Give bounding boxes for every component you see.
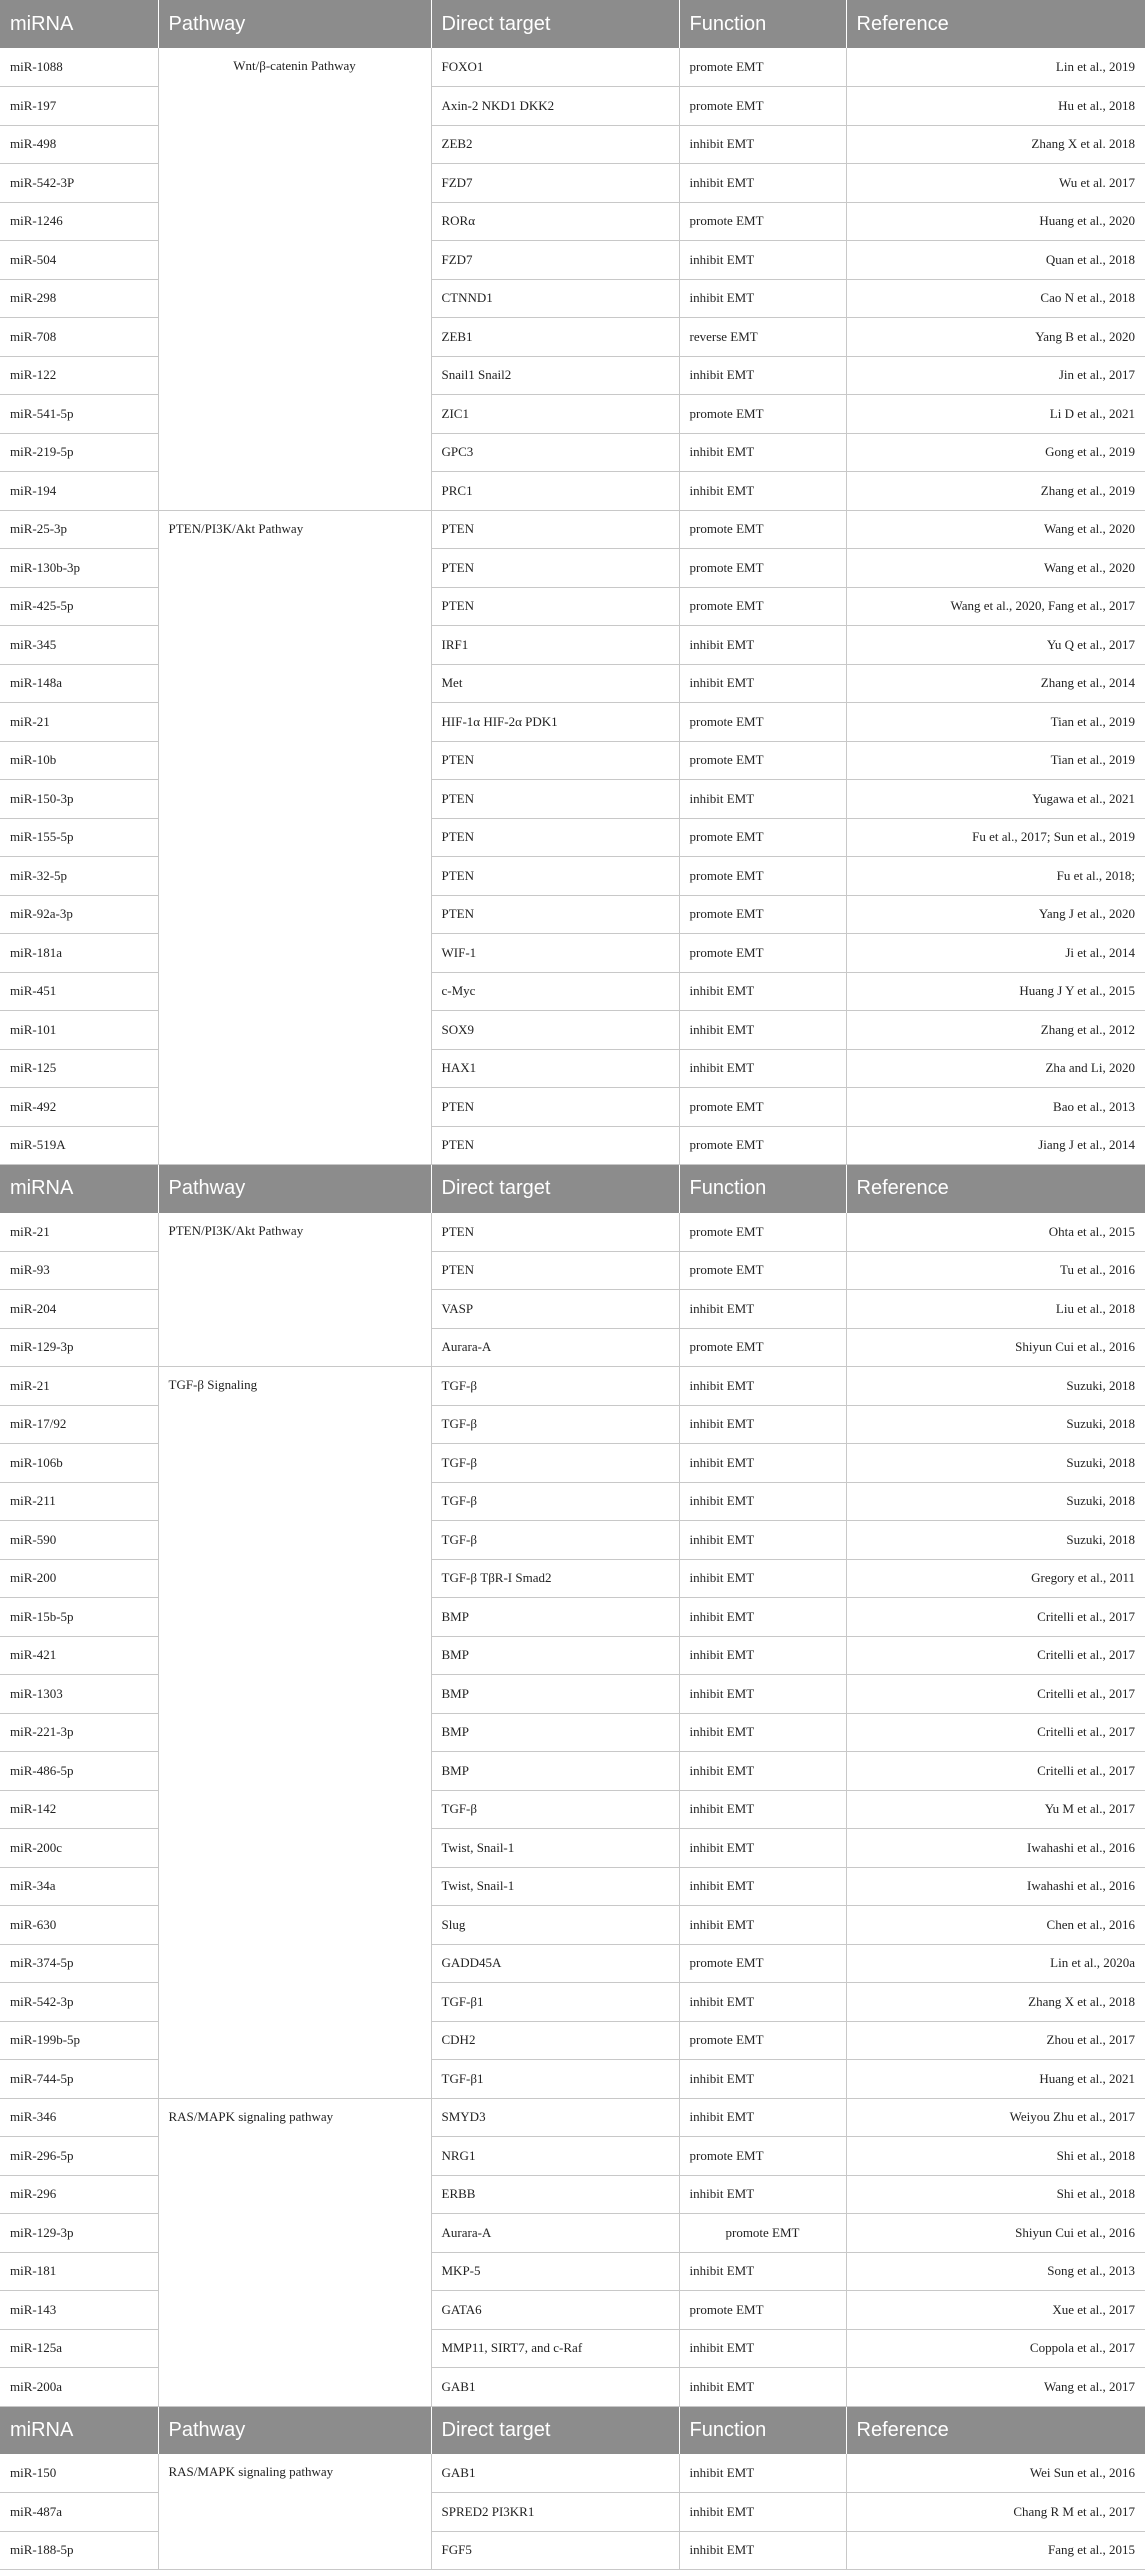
mirna-cell: miR-346 xyxy=(0,2098,158,2137)
reference-cell: Suzuki, 2018 xyxy=(846,1482,1145,1521)
function-cell: inhibit EMT xyxy=(679,1011,846,1050)
reference-cell: Wei Sun et al., 2016 xyxy=(846,2454,1145,2493)
function-cell: inhibit EMT xyxy=(679,664,846,703)
mirna-cell: miR-590 xyxy=(0,1521,158,1560)
target-cell: GPC3 xyxy=(431,433,679,472)
reference-cell: Suzuki, 2018 xyxy=(846,1444,1145,1483)
function-cell: inhibit EMT xyxy=(679,1867,846,1906)
target-cell: TGF-β xyxy=(431,1405,679,1444)
column-header: Pathway xyxy=(158,2406,431,2454)
column-header: miRNA xyxy=(0,0,158,48)
function-cell: inhibit EMT xyxy=(679,241,846,280)
function-cell: inhibit EMT xyxy=(679,2454,846,2493)
pathway-cell: PTEN/PI3K/Akt Pathway xyxy=(158,510,431,1165)
header-row xyxy=(0,1165,1145,1213)
mirna-cell: miR-15b-5p xyxy=(0,1598,158,1637)
function-cell: inhibit EMT xyxy=(679,125,846,164)
function-cell: promote EMT xyxy=(679,1944,846,1983)
function-cell: inhibit EMT xyxy=(679,1906,846,1945)
function-cell: inhibit EMT xyxy=(679,2531,846,2570)
function-cell: promote EMT xyxy=(679,549,846,588)
target-cell: PTEN xyxy=(431,1088,679,1127)
mirna-cell: miR-125 xyxy=(0,1049,158,1088)
mirna-cell: miR-219-5p xyxy=(0,433,158,472)
mirna-cell: miR-296-5p xyxy=(0,2137,158,2176)
target-cell: Aurara-A xyxy=(431,2214,679,2253)
reference-cell: Zhang X et al., 2018 xyxy=(846,1983,1145,2022)
mirna-cell: miR-425-5p xyxy=(0,587,158,626)
reference-cell: Shiyun Cui et al., 2016 xyxy=(846,1328,1145,1367)
column-header: Reference xyxy=(846,2406,1145,2454)
mirna-cell: miR-32-5p xyxy=(0,857,158,896)
function-cell: inhibit EMT xyxy=(679,626,846,665)
function-cell: promote EMT xyxy=(679,857,846,896)
reference-cell: Huang et al., 2021 xyxy=(846,2060,1145,2099)
reference-cell: Bao et al., 2013 xyxy=(846,1088,1145,1127)
function-cell: inhibit EMT xyxy=(679,2493,846,2532)
reference-cell: Yu M et al., 2017 xyxy=(846,1790,1145,1829)
target-cell: BMP xyxy=(431,1752,679,1791)
reference-cell: Iwahashi et al., 2016 xyxy=(846,1829,1145,1868)
function-cell: inhibit EMT xyxy=(679,1713,846,1752)
mirna-cell: miR-519A xyxy=(0,1126,158,1165)
mirna-cell: miR-200c xyxy=(0,1829,158,1868)
column-header: Function xyxy=(679,2406,846,2454)
reference-cell: Liu et al., 2018 xyxy=(846,1290,1145,1329)
target-cell: SMYD3 xyxy=(431,2098,679,2137)
pathway-cell: PTEN/PI3K/Akt Pathway xyxy=(158,1213,431,1367)
function-cell: inhibit EMT xyxy=(679,2098,846,2137)
function-cell: inhibit EMT xyxy=(679,433,846,472)
reference-cell: Critelli et al., 2017 xyxy=(846,1752,1145,1791)
reference-cell: Tian et al., 2019 xyxy=(846,741,1145,780)
target-cell: MMP11, SIRT7, and c-Raf xyxy=(431,2329,679,2368)
target-cell: BMP xyxy=(431,1675,679,1714)
function-cell: promote EMT xyxy=(679,818,846,857)
target-cell: GAB1 xyxy=(431,2368,679,2407)
mirna-cell: miR-211 xyxy=(0,1482,158,1521)
reference-cell: Suzuki, 2018 xyxy=(846,1521,1145,1560)
target-cell: ERBB xyxy=(431,2175,679,2214)
function-cell: inhibit EMT xyxy=(679,164,846,203)
mirna-cell: miR-197 xyxy=(0,87,158,126)
target-cell: PTEN xyxy=(431,857,679,896)
mirna-cell: miR-106b xyxy=(0,1444,158,1483)
target-cell: PTEN xyxy=(431,780,679,819)
reference-cell: Critelli et al., 2017 xyxy=(846,1675,1145,1714)
reference-cell: Wang et al., 2017 xyxy=(846,2368,1145,2407)
mirna-cell: miR-21 xyxy=(0,1367,158,1406)
function-cell: promote EMT xyxy=(679,202,846,241)
mirna-cell: miR-155-5p xyxy=(0,818,158,857)
function-cell: inhibit EMT xyxy=(679,1752,846,1791)
mirna-cell: miR-298 xyxy=(0,279,158,318)
target-cell: TGF-β xyxy=(431,1482,679,1521)
mirna-cell: miR-92a-3p xyxy=(0,895,158,934)
reference-cell: Wu et al. 2017 xyxy=(846,164,1145,203)
target-cell: Twist, Snail-1 xyxy=(431,1867,679,1906)
reference-cell: Coppola et al., 2017 xyxy=(846,2329,1145,2368)
function-cell: inhibit EMT xyxy=(679,2175,846,2214)
table-row xyxy=(0,510,1145,549)
column-header: Function xyxy=(679,0,846,48)
target-cell: TGF-β xyxy=(431,1444,679,1483)
mirna-cell: miR-10b xyxy=(0,741,158,780)
function-cell: inhibit EMT xyxy=(679,279,846,318)
target-cell: TGF-β TβR-I Smad2 xyxy=(431,1559,679,1598)
reference-cell: Huang et al., 2020 xyxy=(846,202,1145,241)
target-cell: ZEB1 xyxy=(431,318,679,357)
function-cell: inhibit EMT xyxy=(679,472,846,511)
column-header: Direct target xyxy=(431,0,679,48)
reference-cell: Gong et al., 2019 xyxy=(846,433,1145,472)
reference-cell: Zhang et al., 2019 xyxy=(846,472,1145,511)
mirna-cell: miR-451 xyxy=(0,972,158,1011)
target-cell: Slug xyxy=(431,1906,679,1945)
reference-cell: Weiyou Zhu et al., 2017 xyxy=(846,2098,1145,2137)
function-cell: promote EMT xyxy=(679,48,846,87)
pathway-cell: TGF-β Signaling xyxy=(158,1367,431,2099)
function-cell: inhibit EMT xyxy=(679,1444,846,1483)
function-cell: promote EMT xyxy=(679,87,846,126)
target-cell: Aurara-A xyxy=(431,1328,679,1367)
function-cell: promote EMT xyxy=(679,895,846,934)
function-cell: inhibit EMT xyxy=(679,780,846,819)
function-cell: inhibit EMT xyxy=(679,1983,846,2022)
mirna-cell: miR-181 xyxy=(0,2252,158,2291)
reference-cell: Cao N et al., 2018 xyxy=(846,279,1145,318)
function-cell: promote EMT xyxy=(679,587,846,626)
reference-cell: Critelli et al., 2017 xyxy=(846,1713,1145,1752)
function-cell: inhibit EMT xyxy=(679,2329,846,2368)
target-cell: SPRED2 PI3KR1 xyxy=(431,2493,679,2532)
mirna-cell: miR-129-3p xyxy=(0,1328,158,1367)
mirna-cell: miR-498 xyxy=(0,125,158,164)
pathway-cell: RAS/MAPK signaling pathway xyxy=(158,2454,431,2570)
function-cell: inhibit EMT xyxy=(679,1675,846,1714)
target-cell: Axin-2 NKD1 DKK2 xyxy=(431,87,679,126)
target-cell: PTEN xyxy=(431,1251,679,1290)
reference-cell: Jiang J et al., 2014 xyxy=(846,1126,1145,1165)
function-cell: inhibit EMT xyxy=(679,1405,846,1444)
target-cell: GADD45A xyxy=(431,1944,679,1983)
reference-cell: Gregory et al., 2011 xyxy=(846,1559,1145,1598)
target-cell: NRG1 xyxy=(431,2137,679,2176)
reference-cell: Ohta et al., 2015 xyxy=(846,1213,1145,1252)
mirna-cell: miR-150 xyxy=(0,2454,158,2493)
target-cell: IRF1 xyxy=(431,626,679,665)
mirna-cell: miR-421 xyxy=(0,1636,158,1675)
reference-cell: Huang J Y et al., 2015 xyxy=(846,972,1145,1011)
target-cell: CTNND1 xyxy=(431,279,679,318)
target-cell: PTEN xyxy=(431,818,679,857)
function-cell: promote EMT xyxy=(679,510,846,549)
mirna-cell: miR-130b-3p xyxy=(0,549,158,588)
target-cell: BMP xyxy=(431,1713,679,1752)
reference-cell: Zhang et al., 2012 xyxy=(846,1011,1145,1050)
target-cell: MKP-5 xyxy=(431,2252,679,2291)
target-cell: PTEN xyxy=(431,549,679,588)
target-cell: PRC1 xyxy=(431,472,679,511)
mirna-cell: miR-630 xyxy=(0,1906,158,1945)
table-row xyxy=(0,2454,1145,2493)
target-cell: Met xyxy=(431,664,679,703)
reference-cell: Shi et al., 2018 xyxy=(846,2175,1145,2214)
function-cell: promote EMT xyxy=(679,703,846,742)
table-row xyxy=(0,2098,1145,2137)
function-cell: promote EMT xyxy=(679,1328,846,1367)
function-cell: promote EMT xyxy=(679,1251,846,1290)
function-cell: promote EMT xyxy=(679,395,846,434)
mirna-cell: miR-374-5p xyxy=(0,1944,158,1983)
function-cell: inhibit EMT xyxy=(679,1521,846,1560)
target-cell: PTEN xyxy=(431,510,679,549)
mirna-cell: miR-21 xyxy=(0,1213,158,1252)
mirna-cell: miR-194 xyxy=(0,472,158,511)
mirna-cell: miR-148a xyxy=(0,664,158,703)
mirna-cell: miR-93 xyxy=(0,1251,158,1290)
function-cell: promote EMT xyxy=(679,741,846,780)
mirna-cell: miR-34a xyxy=(0,1867,158,1906)
mirna-cell: miR-199b-5p xyxy=(0,2021,158,2060)
target-cell: FZD7 xyxy=(431,164,679,203)
mirna-cell: miR-542-3p xyxy=(0,1983,158,2022)
function-cell: inhibit EMT xyxy=(679,2060,846,2099)
target-cell: GATA6 xyxy=(431,2291,679,2330)
target-cell: PTEN xyxy=(431,895,679,934)
target-cell: TGF-β xyxy=(431,1367,679,1406)
function-cell: promote EMT xyxy=(679,1213,846,1252)
function-cell: promote EMT xyxy=(679,1126,846,1165)
target-cell: Twist, Snail-1 xyxy=(431,1829,679,1868)
mirna-cell: miR-200a xyxy=(0,2368,158,2407)
mirna-cell: miR-143 xyxy=(0,2291,158,2330)
column-header: miRNA xyxy=(0,1165,158,1213)
reference-cell: Song et al., 2013 xyxy=(846,2252,1145,2291)
function-cell: inhibit EMT xyxy=(679,1598,846,1637)
header-row xyxy=(0,2406,1145,2454)
reference-cell: Zha and Li, 2020 xyxy=(846,1049,1145,1088)
target-cell: FGF5 xyxy=(431,2531,679,2570)
mirna-cell: miR-541-5p xyxy=(0,395,158,434)
reference-cell: Critelli et al., 2017 xyxy=(846,1636,1145,1675)
target-cell: PTEN xyxy=(431,741,679,780)
reference-cell: Chang R M et al., 2017 xyxy=(846,2493,1145,2532)
target-cell: RORα xyxy=(431,202,679,241)
target-cell: TGF-β xyxy=(431,1521,679,1560)
function-cell: promote EMT xyxy=(679,2137,846,2176)
reference-cell: Yugawa et al., 2021 xyxy=(846,780,1145,819)
function-cell: inhibit EMT xyxy=(679,1367,846,1406)
header-row xyxy=(0,0,1145,48)
function-cell: inhibit EMT xyxy=(679,1049,846,1088)
reference-cell: Suzuki, 2018 xyxy=(846,1405,1145,1444)
function-cell: inhibit EMT xyxy=(679,1290,846,1329)
mirna-cell: miR-21 xyxy=(0,703,158,742)
mirna-cell: miR-150-3p xyxy=(0,780,158,819)
reference-cell: Zhang X et al. 2018 xyxy=(846,125,1145,164)
mirna-cell: miR-744-5p xyxy=(0,2060,158,2099)
target-cell: PTEN xyxy=(431,1213,679,1252)
reference-cell: Wang et al., 2020 xyxy=(846,510,1145,549)
mirna-cell: miR-101 xyxy=(0,1011,158,1050)
mirna-cell: miR-129-3p xyxy=(0,2214,158,2253)
mirna-cell: miR-25-3p xyxy=(0,510,158,549)
reference-cell: Zhang et al., 2014 xyxy=(846,664,1145,703)
reference-cell: Hu et al., 2018 xyxy=(846,87,1145,126)
function-cell: inhibit EMT xyxy=(679,1482,846,1521)
function-cell: promote EMT xyxy=(679,934,846,973)
target-cell: PTEN xyxy=(431,1126,679,1165)
reference-cell: Yang J et al., 2020 xyxy=(846,895,1145,934)
target-cell: TGF-β1 xyxy=(431,2060,679,2099)
mirna-cell: miR-492 xyxy=(0,1088,158,1127)
function-cell: promote EMT xyxy=(679,2021,846,2060)
reference-cell: Shi et al., 2018 xyxy=(846,2137,1145,2176)
reference-cell: Shiyun Cui et al., 2016 xyxy=(846,2214,1145,2253)
function-cell: inhibit EMT xyxy=(679,2252,846,2291)
reference-cell: Critelli et al., 2017 xyxy=(846,1598,1145,1637)
column-header: Reference xyxy=(846,1165,1145,1213)
reference-cell: Li D et al., 2021 xyxy=(846,395,1145,434)
pathway-cell: RAS/MAPK signaling pathway xyxy=(158,2098,431,2406)
target-cell: VASP xyxy=(431,1290,679,1329)
target-cell: HIF-1α HIF-2α PDK1 xyxy=(431,703,679,742)
table-row xyxy=(0,1367,1145,1406)
column-header: Direct target xyxy=(431,1165,679,1213)
target-cell: HAX1 xyxy=(431,1049,679,1088)
mirna-cell: miR-188-5p xyxy=(0,2531,158,2570)
function-cell: inhibit EMT xyxy=(679,2368,846,2407)
mirna-cell: miR-708 xyxy=(0,318,158,357)
reference-cell: Tian et al., 2019 xyxy=(846,703,1145,742)
function-cell: promote EMT xyxy=(679,1088,846,1127)
reference-cell: Fu et al., 2017; Sun et al., 2019 xyxy=(846,818,1145,857)
target-cell: CDH2 xyxy=(431,2021,679,2060)
column-header: Function xyxy=(679,1165,846,1213)
target-cell: SOX9 xyxy=(431,1011,679,1050)
mirna-cell: miR-1303 xyxy=(0,1675,158,1714)
reference-cell: Yang B et al., 2020 xyxy=(846,318,1145,357)
column-header: miRNA xyxy=(0,2406,158,2454)
target-cell: ZEB2 xyxy=(431,125,679,164)
column-header: Direct target xyxy=(431,2406,679,2454)
mirna-cell: miR-17/92 xyxy=(0,1405,158,1444)
target-cell: ZIC1 xyxy=(431,395,679,434)
target-cell: FOXO1 xyxy=(431,48,679,87)
reference-cell: Zhou et al., 2017 xyxy=(846,2021,1145,2060)
target-cell: c-Myc xyxy=(431,972,679,1011)
reference-cell: Jin et al., 2017 xyxy=(846,356,1145,395)
reference-cell: Ji et al., 2014 xyxy=(846,934,1145,973)
target-cell: GAB1 xyxy=(431,2454,679,2493)
column-header: Reference xyxy=(846,0,1145,48)
target-cell: Snail1 Snail2 xyxy=(431,356,679,395)
mirna-cell: miR-142 xyxy=(0,1790,158,1829)
reference-cell: Lin et al., 2020a xyxy=(846,1944,1145,1983)
reference-cell: Xue et al., 2017 xyxy=(846,2291,1145,2330)
column-header: Pathway xyxy=(158,0,431,48)
function-cell: inhibit EMT xyxy=(679,1559,846,1598)
reference-cell: Fu et al., 2018; xyxy=(846,857,1145,896)
table-row xyxy=(0,48,1145,87)
target-cell: TGF-β1 xyxy=(431,1983,679,2022)
reference-cell: Lin et al., 2019 xyxy=(846,48,1145,87)
table-row xyxy=(0,1213,1145,1252)
reference-cell: Wang et al., 2020 xyxy=(846,549,1145,588)
reference-cell: Yu Q et al., 2017 xyxy=(846,626,1145,665)
mirna-cell: miR-181a xyxy=(0,934,158,973)
target-cell: FZD7 xyxy=(431,241,679,280)
reference-cell: Iwahashi et al., 2016 xyxy=(846,1867,1145,1906)
function-cell: inhibit EMT xyxy=(679,1790,846,1829)
mirna-cell: miR-1088 xyxy=(0,48,158,87)
reference-cell: Suzuki, 2018 xyxy=(846,1367,1145,1406)
mirna-cell: miR-345 xyxy=(0,626,158,665)
function-cell: inhibit EMT xyxy=(679,1636,846,1675)
mirna-cell: miR-296 xyxy=(0,2175,158,2214)
mirna-cell: miR-486-5p xyxy=(0,1752,158,1791)
mirna-cell: miR-1246 xyxy=(0,202,158,241)
mirna-cell: miR-125a xyxy=(0,2329,158,2368)
mirna-cell: miR-542-3P xyxy=(0,164,158,203)
column-header: Pathway xyxy=(158,1165,431,1213)
target-cell: WIF-1 xyxy=(431,934,679,973)
mirna-cell: miR-221-3p xyxy=(0,1713,158,1752)
reference-cell: Chen et al., 2016 xyxy=(846,1906,1145,1945)
mirna-cell: miR-122 xyxy=(0,356,158,395)
target-cell: BMP xyxy=(431,1598,679,1637)
function-cell: inhibit EMT xyxy=(679,356,846,395)
mirna-cell: miR-204 xyxy=(0,1290,158,1329)
pathway-cell: Wnt/β-catenin Pathway xyxy=(158,48,431,510)
function-cell: inhibit EMT xyxy=(679,1829,846,1868)
reference-cell: Wang et al., 2020, Fang et al., 2017 xyxy=(846,587,1145,626)
mirna-cell: miR-200 xyxy=(0,1559,158,1598)
function-cell: inhibit EMT xyxy=(679,972,846,1011)
function-cell: reverse EMT xyxy=(679,318,846,357)
reference-cell: Quan et al., 2018 xyxy=(846,241,1145,280)
mirna-cell: miR-487a xyxy=(0,2493,158,2532)
target-cell: BMP xyxy=(431,1636,679,1675)
target-cell: TGF-β xyxy=(431,1790,679,1829)
mirna-cell: miR-504 xyxy=(0,241,158,280)
function-cell: promote EMT xyxy=(679,2291,846,2330)
reference-cell: Tu et al., 2016 xyxy=(846,1251,1145,1290)
reference-cell: Fang et al., 2015 xyxy=(846,2531,1145,2570)
function-cell: promote EMT xyxy=(679,2214,846,2253)
target-cell: PTEN xyxy=(431,587,679,626)
